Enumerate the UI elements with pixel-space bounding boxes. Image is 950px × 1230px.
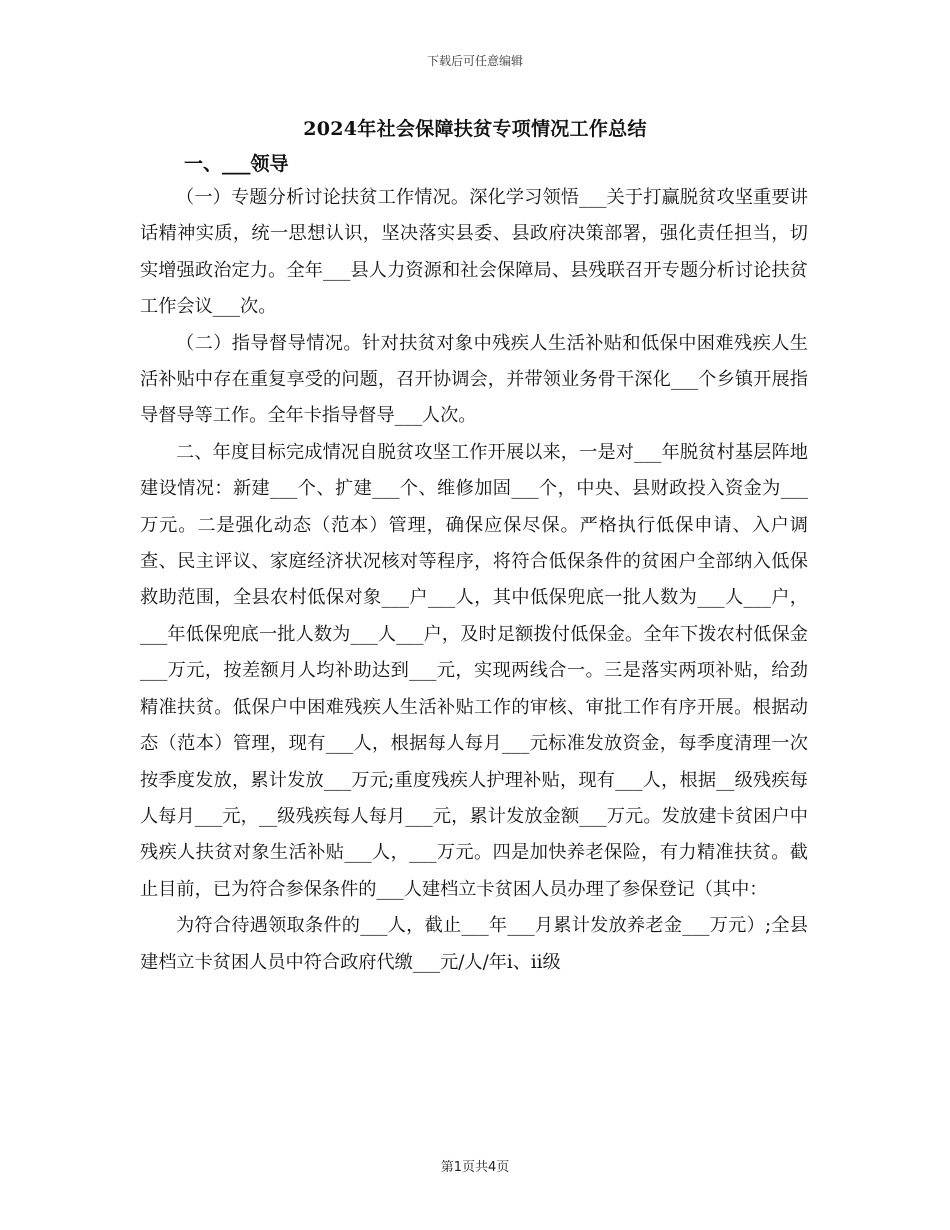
paragraph: （一）专题分析讨论扶贫工作情况。深化学习领悟___关于打赢脱贫攻坚重要讲话精神实质，统一思想认识，坚决落实县委、县政府决策部署，强化责任担当，切实增强政治定力。全年___县人力资源和社会保障局、县残联召开专题分析讨论扶贫工作会议___次。 [140, 187, 808, 318]
header-note: 下载后可任意编辑 [426, 54, 523, 68]
page-footer: 第1页共4页 [440, 1160, 510, 1175]
document-body [140, 148, 808, 981]
paragraph: 二、年度目标完成情况自脱贫攻坚工作开展以来，一是对___年脱贫村基层阵地建设情况：新建___个、扩建___个、维修加固___个，中央、县财政投入资金为___万元。二是强化动态（范本）管理，确保应保尽保。严格执行低保申请、入户调查、民主评议、家庭经济状况核对等程序，将符合低保条件的贫困户全部纳入低保救助范围，全县农村低保对象___户___人，其中低保兜底一批人数为___人___户，___年低保兜底一批人数为___人___户，及时足额拨付低保金。全年下拨农村低保金___万元，按差额月人均补助达到___元，实现两线合一。三是落实两项补贴，给劲精准扶贫。低保户中困难残疾人生活补贴工作的审核、审批工作有序开展。根据动态（范本）管理，现有___人，根据每人每月___元标准发放资金，每季度清理一次按季度发放，累计发放___万元;重度残疾人护理补贴，现有___人，根据__级残疾每人每月___元，__级残疾每人每月___元，累计发放金额___万元。发放建卡贫困户中残疾人扶贫对象生活补贴___人，___万元。四是加快养老保险，有力精准扶贫。截止目前，已为符合参保条件的___人建档立卡贫困人员办理了参保登记（其中： [140, 441, 808, 900]
document-title: 2024年社会保障扶贫专项情况工作总结 [303, 118, 647, 140]
paragraph: （二）指导督导情况。针对扶贫对象中残疾人生活补贴和低保中困难残疾人生活补贴中存在重复享受的问题，召开协调会，并带领业务骨干深化___个乡镇开展指导督导等工作。全年卡指导督导___人次。 [140, 332, 808, 427]
paragraph: 为符合待遇领取条件的___人，截止___年___月累计发放养老金___万元）;全县建档立卡贫困人员中符合政府代缴___元/人/年ⅰ、ⅱ级 [140, 915, 808, 973]
section-heading: 一、___领导 [184, 153, 289, 175]
